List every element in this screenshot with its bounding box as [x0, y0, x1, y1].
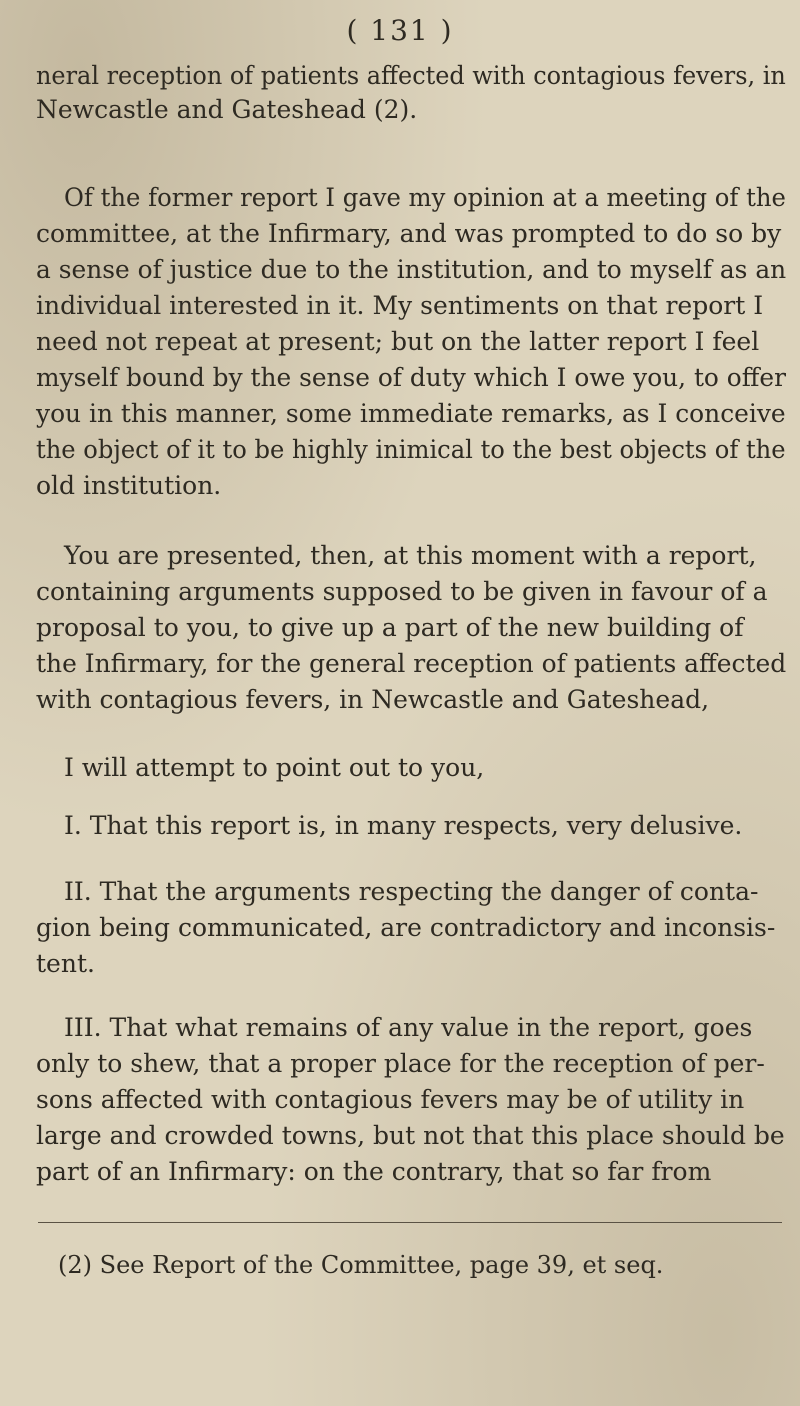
- text-line: a sense of justice due to the institution, and to myself as an: [36, 255, 787, 284]
- text-line: Newcastle and Gateshead (2).: [36, 95, 418, 124]
- text-line: only to shew, that a proper place for the reception of per-: [36, 1049, 765, 1078]
- text-line: containing arguments supposed to be given in favour of a: [36, 577, 768, 606]
- text-line: III. That what remains of any value in the report, goes: [64, 1013, 753, 1042]
- text-line: tent.: [36, 949, 95, 978]
- text-line: need not repeat at present; but on the latter report I feel: [36, 327, 760, 356]
- text-line: II. That the arguments respecting the danger of conta-: [64, 877, 759, 906]
- text-line: you in this manner, some immediate remarks, as I conceive: [36, 399, 786, 428]
- text-line: the Infirmary, for the general reception of patients affected: [36, 649, 787, 678]
- text-line: old institution.: [36, 471, 222, 500]
- text-line: sons affected with contagious fevers may be of utility in: [36, 1085, 745, 1114]
- text-line: neral reception of patients affected with contagious fevers, in: [36, 61, 786, 90]
- page-number: ( 131 ): [346, 14, 454, 47]
- text-line: part of an Infirmary: on the contrary, that so far from: [36, 1157, 712, 1186]
- text-line: large and crowded towns, but not that this place should be: [36, 1121, 785, 1150]
- text-line: proposal to you, to give up a part of the new building of: [36, 613, 744, 642]
- text-line: I will attempt to point out to you,: [64, 753, 485, 782]
- text-line: You are presented, then, at this moment with a report,: [64, 541, 757, 570]
- text-line: committee, at the Infirmary, and was prompted to do so by: [36, 219, 782, 248]
- text-line: individual interested in it. My sentiments on that report I: [36, 291, 764, 320]
- text-line: gion being communicated, are contradictory and inconsis-: [36, 913, 776, 942]
- text-line: myself bound by the sense of duty which I owe you, to offer: [36, 363, 786, 392]
- text-line: with contagious fevers, in Newcastle and Gateshead,: [36, 685, 710, 714]
- footnote-rule: [38, 1222, 782, 1223]
- text-line: I. That this report is, in many respects, very delusive.: [64, 811, 743, 840]
- text-line: the object of it to be highly inimical to the best objects of the: [36, 435, 786, 464]
- footnote: (2) See Report of the Committee, page 39, et seq.: [58, 1251, 664, 1279]
- text-line: Of the former report I gave my opinion at a meeting of the: [64, 183, 786, 212]
